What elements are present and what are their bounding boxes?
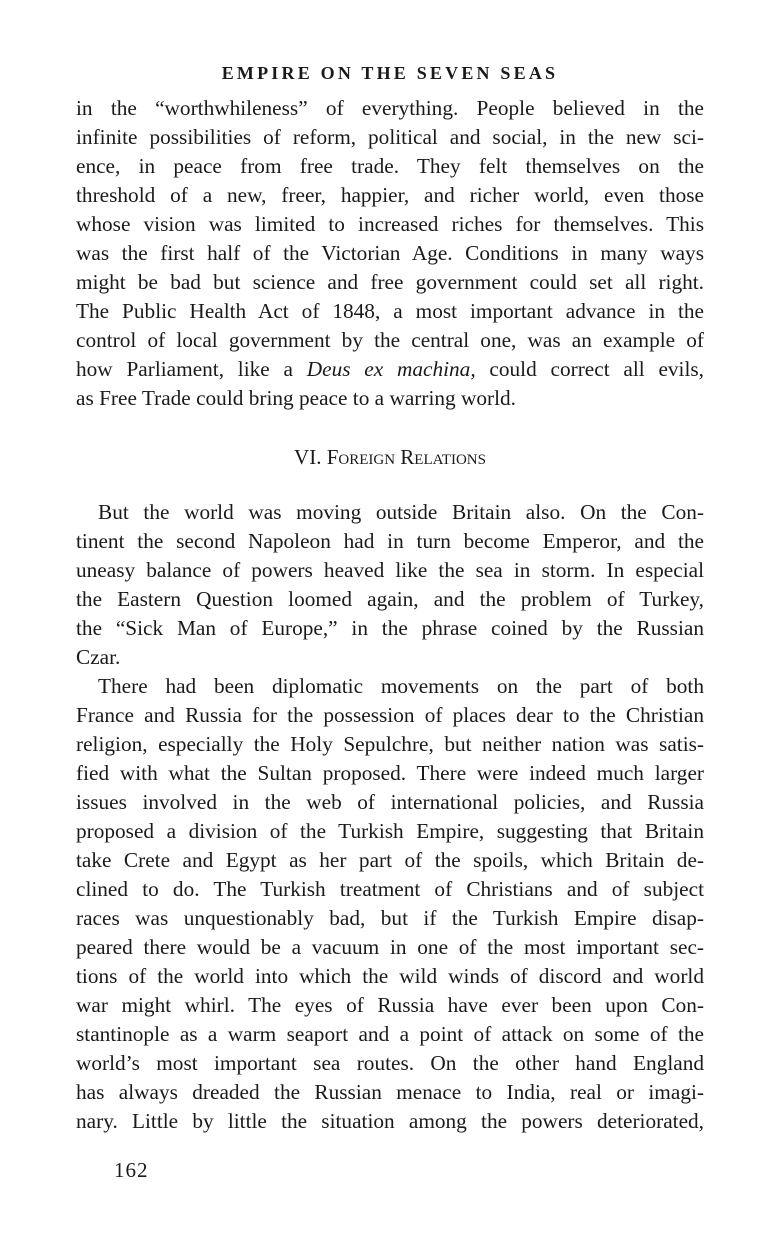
text-line: But the world was moving outside Britain also. On the Con- — [98, 500, 704, 524]
text-line: control of local government by the central one, was an example of — [76, 328, 704, 352]
text-line — [76, 355, 704, 384]
text-line: whose vision was limited to increased riches for themselves. This — [76, 212, 704, 236]
section-heading — [76, 416, 704, 498]
text-line: might be bad but science and free government could set all right. — [76, 270, 704, 294]
text-line: There had been diplomatic movements on the part of both — [98, 674, 704, 698]
text-line: Czar. — [76, 645, 121, 669]
text-line: world’s most important sea routes. On the other hand England — [76, 1051, 704, 1075]
text-line: clined to do. The Turkish treatment of Christians and of subject — [76, 877, 704, 901]
text-line: nary. Little by little the situation among the powers deteriorated, — [76, 1109, 704, 1133]
text-line: stantinople as a warm seaport and a point of attack on some of the — [76, 1022, 704, 1046]
italic-phrase: Deus ex machina, — [306, 357, 476, 381]
text-line: religion, especially the Holy Sepulchre, but neither nation was satis- — [76, 732, 704, 756]
text-line: tions of the world into which the wild winds of discord and world — [76, 964, 704, 988]
running-head: EMPIRE ON THE SEVEN SEAS — [221, 63, 559, 83]
paragraph-2 — [76, 498, 704, 672]
text-line: threshold of a new, freer, happier, and richer world, even those — [76, 183, 704, 207]
text-fragment: could correct all evils, — [475, 357, 704, 381]
text-line: The Public Health Act of 1848, a most important advance in the — [76, 299, 704, 323]
text-line: issues involved in the web of international policies, and Russia — [76, 790, 704, 814]
text-line: take Crete and Egypt as her part of the spoils, which Britain de- — [76, 848, 704, 872]
text-line: tinent the second Napoleon had in turn become Emperor, and the — [76, 529, 704, 553]
text-line: was the first half of the Victorian Age. Conditions in many ways — [76, 241, 704, 265]
text-line: infinite possibilities of reform, political and social, in the new sci- — [76, 125, 704, 149]
paragraph-1 — [76, 94, 704, 413]
text-line: peared there would be a vacuum in one of the most important sec- — [76, 935, 704, 959]
text-line: in the “worthwhileness” of everything. People believed in the — [76, 96, 704, 120]
text-line: war might whirl. The eyes of Russia have ever been upon Con- — [76, 993, 704, 1017]
page-number: 162 — [114, 1158, 149, 1182]
text-line: proposed a division of the Turkish Empire, suggesting that Britain — [76, 819, 704, 843]
section-title: Foreign Relations — [326, 445, 486, 469]
text-line: as Free Trade could bring peace to a warring world. — [76, 386, 517, 410]
text-fragment: how Parliament, like a — [76, 357, 307, 381]
section-numeral: VI. — [294, 445, 322, 469]
text-line: has always dreaded the Russian menace to India, real or imagi- — [76, 1080, 704, 1104]
text-line: uneasy balance of powers heaved like the sea in storm. In especial — [76, 558, 704, 582]
text-line: France and Russia for the possession of places dear to the Christian — [76, 703, 704, 727]
text-line: the Eastern Question loomed again, and the problem of Turkey, — [76, 587, 704, 611]
book-page — [76, 60, 704, 1136]
text-line: races was unquestionably bad, but if the Turkish Empire disap- — [76, 906, 704, 930]
text-line: the “Sick Man of Europe,” in the phrase coined by the Russian — [76, 616, 704, 640]
text-line: ence, in peace from free trade. They felt themselves on the — [76, 154, 704, 178]
paragraph-3 — [76, 672, 704, 1136]
text-line: fied with what the Sultan proposed. There were indeed much larger — [76, 761, 704, 785]
